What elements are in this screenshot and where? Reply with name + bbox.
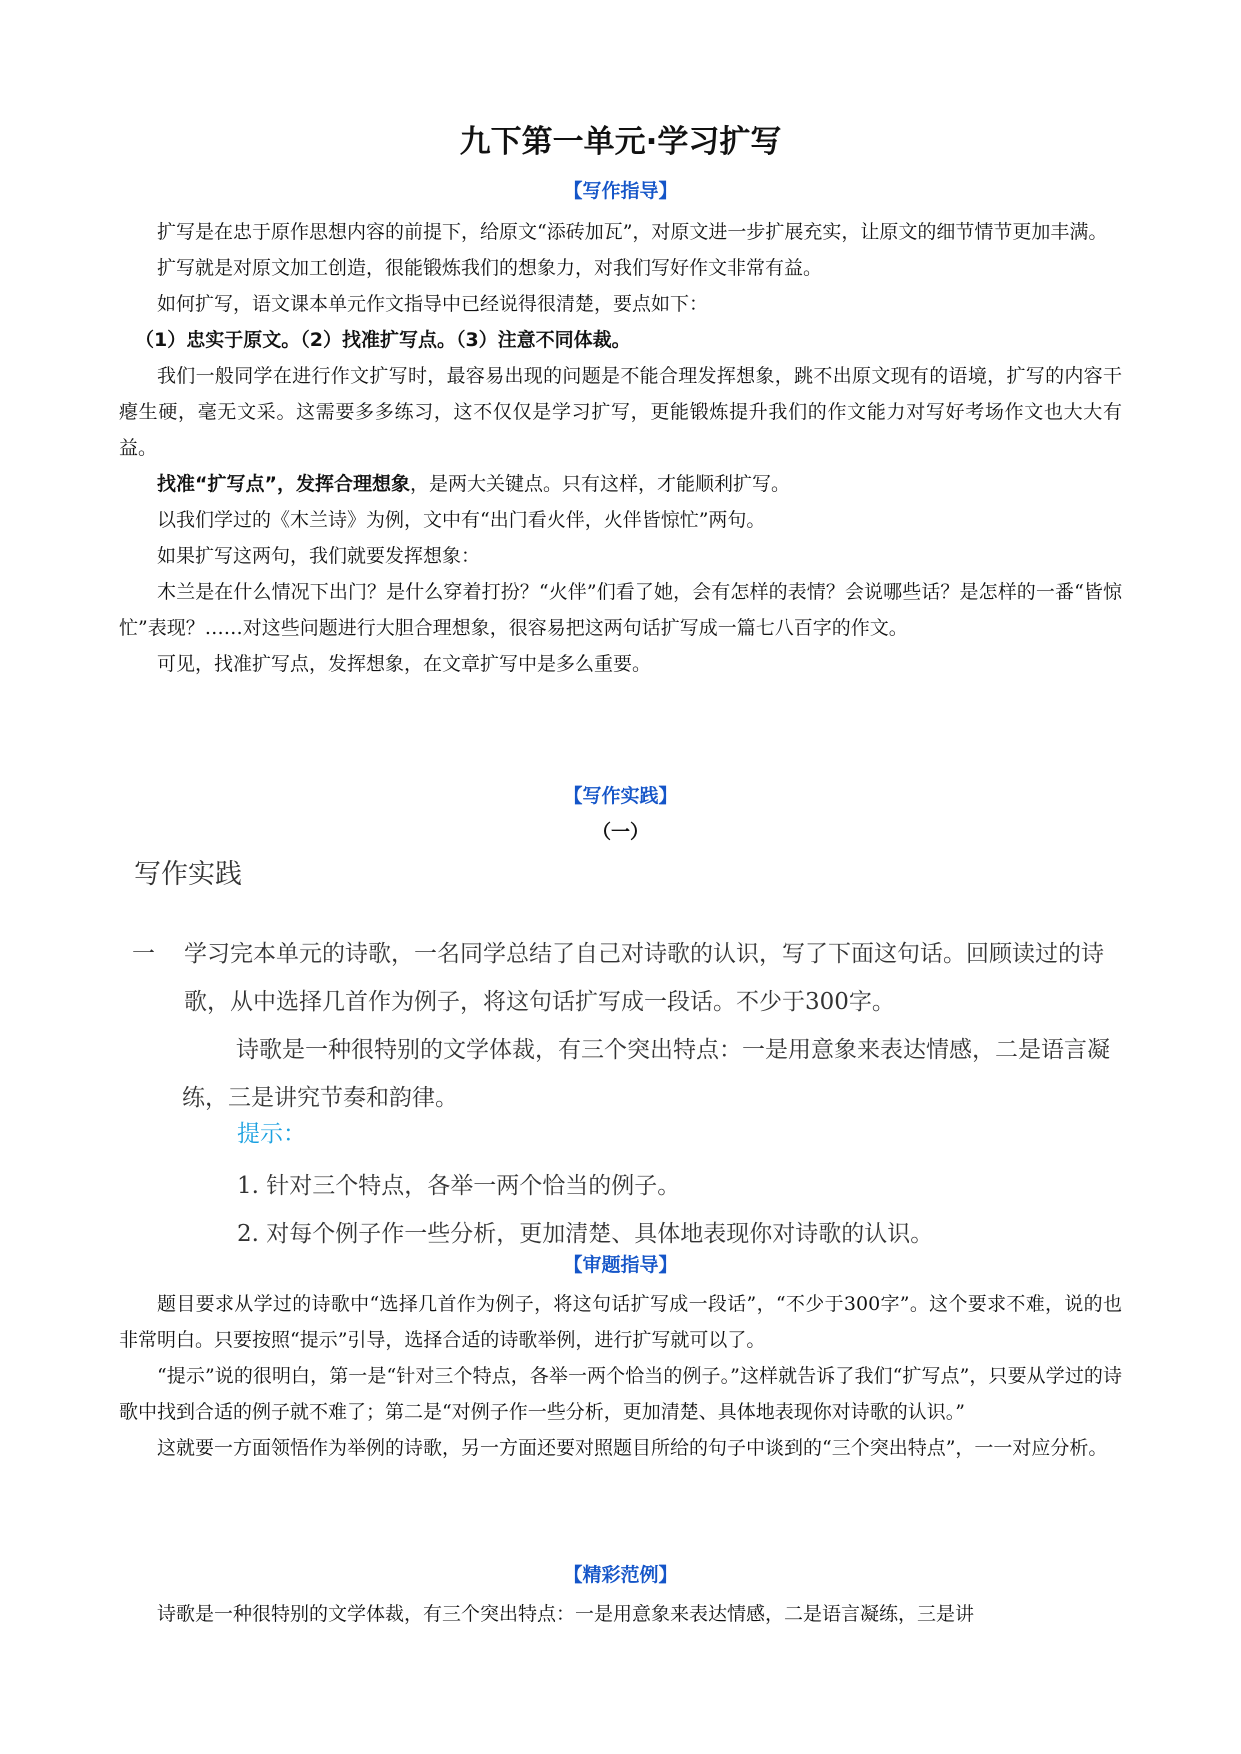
section-heading-review: 【审题指导】 <box>563 1254 678 1276</box>
paragraph: 如何扩写，语文课本单元作文指导中已经说得很清楚，要点如下： <box>157 293 709 315</box>
page-title: 九下第一单元·学习扩写 <box>459 124 782 160</box>
paragraph: 扩写是在忠于原作思想内容的前提下，给原文“添砖加瓦”，对原文进一步扩展充实，让原文的细节情节更加丰满。 <box>157 221 1108 243</box>
hint-label: 提示： <box>237 1121 306 1147</box>
bold-phrase: 找准“扩写点”，发挥合理想象 <box>157 473 410 495</box>
practice-subheading: （一） <box>591 821 649 843</box>
example-section <box>119 1596 1122 1632</box>
paragraph: “提示”说的很明白，第一是“针对三个特点，各举一两个恰当的例子。”这样就告诉了我们“扩写点”，只要从学过的诗歌中找到合适的例子就不难了；第二是“对例子作一些分析，更加清楚、具体地表现你对诗歌的认识。” <box>119 1365 1122 1423</box>
task-number: 一 <box>132 941 155 967</box>
key-points: （1）忠实于原文。（2）找准扩写点。（3）注意不同体裁。 <box>135 329 631 351</box>
excerpt-heading: 写作实践 <box>134 859 242 890</box>
section-heading-example: 【精彩范例】 <box>563 1564 678 1586</box>
hint-item: 2. 对每个例子作一些分析，更加清楚、具体地表现你对诗歌的认识。 <box>237 1221 934 1247</box>
hint-list <box>237 1162 933 1258</box>
paragraph: 可见，找准扩写点，发挥想象，在文章扩写中是多么重要。 <box>157 653 652 675</box>
task-quote: 诗歌是一种很特别的文学体裁，有三个突出特点：一是用意象来表达情感，二是语言凝练，三是讲究节奏和韵律。 <box>182 1037 1110 1111</box>
task-item <box>132 930 1122 1026</box>
paragraph: 如果扩写这两句，我们就要发挥想象： <box>157 545 481 567</box>
guide-section <box>119 214 1122 682</box>
paragraph-rest: ，是两大关键点。只有这样，才能顺利扩写。 <box>409 473 790 495</box>
paragraph: 木兰是在什么情况下出门？是什么穿着打扮？“火伴”们看了她，会有怎样的表情？会说哪些话？是怎样的一番“皆惊忙”表现？……对这些问题进行大胆合理想象，很容易把这两句话扩写成一篇七八百字的作文。 <box>119 581 1122 639</box>
paragraph: 扩写就是对原文加工创造，很能锻炼我们的想象力，对我们写好作文非常有益。 <box>157 257 823 279</box>
task-text: 学习完本单元的诗歌，一名同学总结了自己对诗歌的认识，写了下面这句话。回顾读过的诗歌，从中选择几首作为例子，将这句话扩写成一段话。不少于300字。 <box>184 941 1104 1015</box>
section-heading-guide: 【写作指导】 <box>563 180 678 202</box>
paragraph: 我们一般同学在进行作文扩写时，最容易出现的问题是不能合理发挥想象，跳不出原文现有的语境，扩写的内容干瘪生硬，毫无文采。这需要多多练习，这不仅仅是学习扩写，更能锻炼提升我们的作文能力对写好考场作文也大大有益。 <box>119 365 1122 459</box>
paragraph: 以我们学过的《木兰诗》为例，文中有“出门看火伴，火伴皆惊忙”两句。 <box>157 509 766 531</box>
paragraph: 诗歌是一种很特别的文学体裁，有三个突出特点：一是用意象来表达情感，二是语言凝练，三是讲 <box>157 1603 975 1625</box>
section-heading-practice: 【写作实践】 <box>563 785 678 807</box>
hint-item: 1. 针对三个特点，各举一两个恰当的例子。 <box>237 1173 681 1199</box>
paragraph <box>119 466 1122 502</box>
paragraph: 题目要求从学过的诗歌中“选择几首作为例子，将这句话扩写成一段话”，“不少于300字”。这个要求不难，说的也非常明白。只要按照“提示”引导，选择合适的诗歌举例，进行扩写就可以了。 <box>119 1293 1122 1351</box>
paragraph: 这就要一方面领悟作为举例的诗歌，另一方面还要对照题目所给的句子中谈到的“三个突出特点”，一一对应分析。 <box>157 1437 1108 1459</box>
review-section <box>119 1286 1122 1466</box>
